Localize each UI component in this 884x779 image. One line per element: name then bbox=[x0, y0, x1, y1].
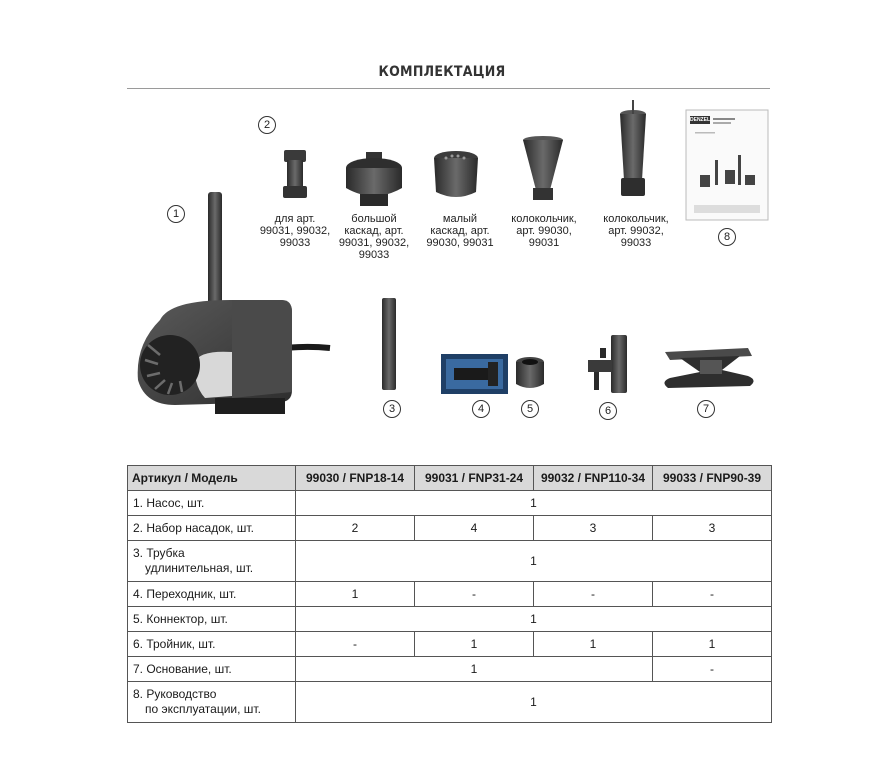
package-contents-table bbox=[127, 465, 772, 723]
row-value: - bbox=[415, 582, 534, 607]
row-value: 3 bbox=[653, 516, 772, 541]
caption-line: 99030, 99031 bbox=[426, 237, 494, 249]
caption-line: каскад, арт. bbox=[344, 225, 404, 237]
row-label: 7. Основание, шт. bbox=[128, 657, 296, 682]
nozzle-d-image bbox=[523, 136, 563, 200]
tee-image bbox=[588, 335, 627, 393]
callout-8: 8 bbox=[718, 228, 736, 246]
row-value: 1 bbox=[415, 632, 534, 657]
nozzle-b-caption bbox=[326, 213, 422, 261]
table-row bbox=[128, 516, 772, 541]
row-value: 1 bbox=[296, 582, 415, 607]
nozzle-d-caption bbox=[500, 213, 588, 249]
caption-line: малый bbox=[442, 213, 478, 225]
header-99030: 99030 / FNP18-14 bbox=[296, 466, 415, 491]
table-row bbox=[128, 541, 772, 582]
caption-line: арт. 99032, bbox=[608, 225, 664, 237]
caption-line: 99031, 99032, bbox=[338, 237, 410, 249]
caption-line: 99033 bbox=[279, 237, 311, 249]
base-image bbox=[664, 348, 753, 388]
row-value: 1 bbox=[296, 541, 772, 582]
row-value: - bbox=[296, 632, 415, 657]
page-title: КОМПЛЕКТАЦИЯ bbox=[378, 64, 506, 80]
row-value: 1 bbox=[296, 491, 772, 516]
row-label: 2. Набор насадок, шт. bbox=[128, 516, 296, 541]
table-row bbox=[128, 582, 772, 607]
caption-line: колокольчик, bbox=[511, 213, 577, 225]
table-row bbox=[128, 682, 772, 723]
caption-line: 99033 bbox=[620, 237, 652, 249]
caption-line: 99031 bbox=[528, 237, 560, 249]
table-row bbox=[128, 607, 772, 632]
nozzle-e-caption bbox=[590, 213, 682, 249]
row-value: - bbox=[653, 582, 772, 607]
row-label: 4. Переходник, шт. bbox=[128, 582, 296, 607]
header-99031: 99031 / FNP31-24 bbox=[415, 466, 534, 491]
row-label bbox=[128, 541, 296, 582]
adapter-image bbox=[441, 354, 508, 394]
row-value: 1 bbox=[653, 632, 772, 657]
nozzle-c-image bbox=[434, 151, 478, 197]
row-value: 1 bbox=[296, 657, 653, 682]
row-value: - bbox=[653, 657, 772, 682]
header-99033: 99033 / FNP90-39 bbox=[653, 466, 772, 491]
nozzle-e-image bbox=[620, 100, 646, 196]
table-row bbox=[128, 491, 772, 516]
caption-line: 99033 bbox=[358, 249, 390, 261]
row-value: 4 bbox=[415, 516, 534, 541]
row-value: 2 bbox=[296, 516, 415, 541]
table-row bbox=[128, 657, 772, 682]
row-value: - bbox=[534, 582, 653, 607]
row-label-line: 3. Трубка bbox=[133, 546, 185, 560]
caption-line: 99031, 99032, bbox=[259, 225, 331, 237]
caption-line: большой bbox=[351, 213, 397, 225]
manual-image bbox=[686, 110, 768, 220]
row-value: 3 bbox=[534, 516, 653, 541]
table-row bbox=[128, 632, 772, 657]
nozzle-a-image bbox=[283, 150, 307, 198]
header-99032: 99032 / FNP110-34 bbox=[534, 466, 653, 491]
row-label-line: удлинительная, шт. bbox=[145, 561, 254, 575]
table-header-row bbox=[128, 466, 772, 491]
caption-line: арт. 99030, bbox=[516, 225, 572, 237]
manual-brand-logo: DENZEL bbox=[690, 117, 710, 123]
callout-1: 1 bbox=[167, 205, 185, 223]
callout-5: 5 bbox=[521, 400, 539, 418]
callout-4: 4 bbox=[472, 400, 490, 418]
callout-2: 2 bbox=[258, 116, 276, 134]
row-label-line: по эксплуатации, шт. bbox=[145, 702, 261, 716]
callout-3: 3 bbox=[383, 400, 401, 418]
caption-line: колокольчик, bbox=[603, 213, 669, 225]
row-value: 1 bbox=[534, 632, 653, 657]
connector-image bbox=[516, 357, 544, 388]
row-value: 1 bbox=[296, 607, 772, 632]
caption-line: каскад, арт. bbox=[430, 225, 490, 237]
nozzle-c-caption bbox=[414, 213, 506, 249]
row-label-line: 8. Руководство bbox=[133, 687, 217, 701]
caption-line: для арт. bbox=[274, 213, 316, 225]
row-label: 5. Коннектор, шт. bbox=[128, 607, 296, 632]
callout-6: 6 bbox=[599, 402, 617, 420]
nozzle-b-image bbox=[346, 152, 402, 206]
tube-image bbox=[382, 298, 396, 390]
header-model: Артикул / Модель bbox=[128, 466, 296, 491]
row-value: 1 bbox=[296, 682, 772, 723]
callout-7: 7 bbox=[697, 400, 715, 418]
row-label: 6. Тройник, шт. bbox=[128, 632, 296, 657]
row-label: 1. Насос, шт. bbox=[128, 491, 296, 516]
row-label bbox=[128, 682, 296, 723]
